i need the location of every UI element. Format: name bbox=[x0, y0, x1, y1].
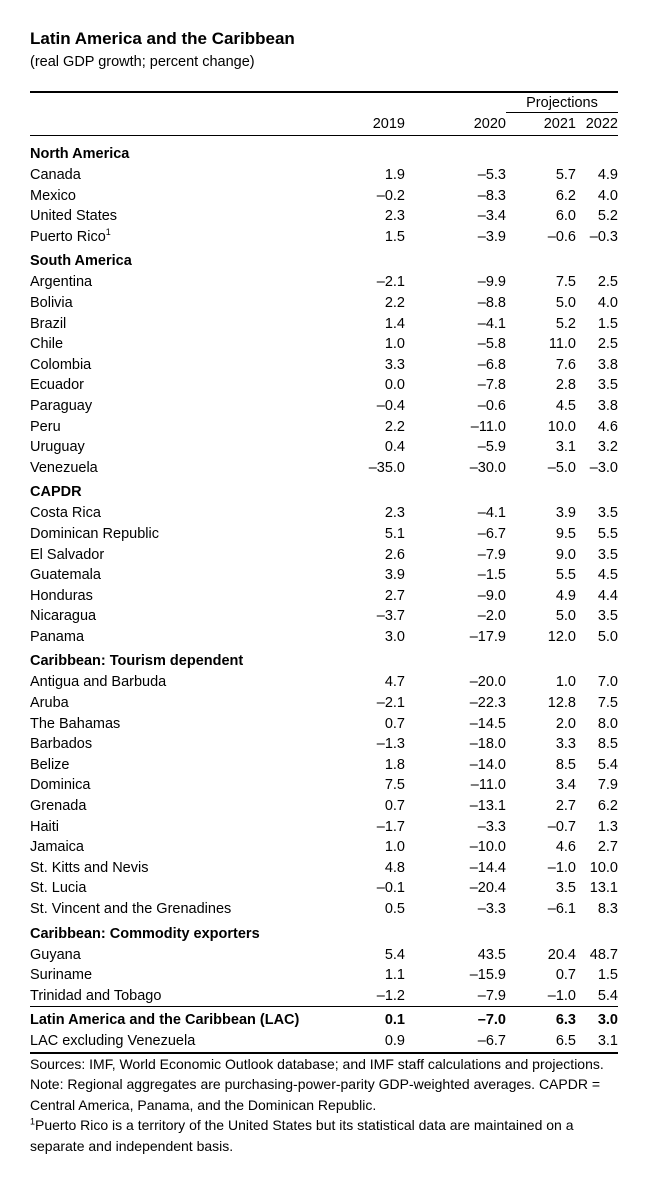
country-name-cell bbox=[30, 458, 345, 479]
bottom-rule bbox=[30, 1052, 618, 1054]
country-name: Argentina bbox=[30, 274, 93, 291]
value-cell-2019: 0.7 bbox=[384, 715, 405, 732]
value-cell-2020: –7.0 bbox=[477, 1012, 506, 1029]
value-cell-2020: –6.8 bbox=[477, 356, 506, 373]
value-cell-2019: 1.0 bbox=[384, 336, 405, 353]
table-row bbox=[30, 965, 618, 986]
value-cell-2022: 5.4 bbox=[597, 756, 618, 773]
country-name: Suriname bbox=[30, 967, 93, 984]
value-cell-2022: 1.3 bbox=[597, 818, 618, 835]
table-row bbox=[30, 796, 618, 817]
value-cell-2020: –3.3 bbox=[477, 818, 506, 835]
country-name-cell bbox=[30, 355, 345, 376]
value-cell-2019: 1.0 bbox=[384, 839, 405, 856]
country-name: Bolivia bbox=[30, 294, 73, 311]
value-cell-2020: –14.5 bbox=[469, 715, 506, 732]
value-cell-2021: 9.0 bbox=[555, 546, 576, 563]
table-row bbox=[30, 186, 618, 207]
country-name: Dominican Republic bbox=[30, 525, 159, 542]
table-row bbox=[30, 503, 618, 524]
country-name-cell bbox=[30, 314, 345, 335]
value-cell-2022: 3.8 bbox=[597, 356, 618, 373]
value-cell-2019: –2.1 bbox=[376, 695, 405, 712]
country-name-cell bbox=[30, 375, 345, 396]
aggregate-name: LAC excluding Venezuela bbox=[30, 1032, 196, 1049]
value-cell-2021: –1.0 bbox=[547, 859, 576, 876]
value-cell-2021: 2.8 bbox=[555, 377, 576, 394]
value-cell-2021: –0.6 bbox=[547, 228, 576, 245]
country-name-cell bbox=[30, 437, 345, 458]
country-name: Puerto Rico bbox=[30, 228, 106, 245]
country-name: St. Kitts and Nevis bbox=[30, 859, 149, 876]
country-name-cell bbox=[30, 186, 345, 207]
value-cell-2022: 5.2 bbox=[597, 208, 618, 225]
value-cell-2019: 1.5 bbox=[384, 228, 405, 245]
value-cell-2019: 2.2 bbox=[384, 418, 405, 435]
table-row bbox=[30, 755, 618, 776]
year-header-2019: 2019 bbox=[372, 116, 405, 132]
value-cell-2021: 2.0 bbox=[555, 715, 576, 732]
country-name-cell bbox=[30, 272, 345, 293]
table-row bbox=[30, 396, 618, 417]
value-cell-2021: 3.5 bbox=[555, 880, 576, 897]
country-name-cell bbox=[30, 858, 345, 879]
table-row bbox=[30, 899, 618, 920]
table-row bbox=[30, 314, 618, 335]
value-cell-2020: –3.9 bbox=[477, 228, 506, 245]
value-cell-2019: 5.1 bbox=[384, 525, 405, 542]
value-cell-2021: 12.0 bbox=[547, 628, 576, 645]
value-cell-2020: 43.5 bbox=[477, 946, 506, 963]
country-name: Grenada bbox=[30, 798, 87, 815]
table-row bbox=[30, 878, 618, 899]
value-cell-2021: 11.0 bbox=[548, 336, 576, 353]
value-cell-2022: 4.5 bbox=[597, 567, 618, 584]
page-title: Latin America and the Caribbean bbox=[30, 29, 295, 48]
country-name-cell bbox=[30, 606, 345, 627]
section-heading-row bbox=[30, 140, 618, 165]
value-cell-2021: 1.0 bbox=[555, 674, 576, 691]
value-cell-2019: –1.3 bbox=[376, 736, 405, 753]
section-heading: South America bbox=[30, 253, 132, 270]
value-cell-2021: 5.7 bbox=[555, 167, 576, 183]
value-cell-2019: 2.6 bbox=[384, 546, 405, 563]
value-cell-2019: 4.7 bbox=[384, 674, 405, 691]
country-name-cell bbox=[30, 965, 345, 986]
section-heading: Caribbean: Commodity exporters bbox=[30, 925, 260, 942]
section-heading: Caribbean: Tourism dependent bbox=[30, 653, 244, 670]
value-cell-2019: 0.7 bbox=[384, 798, 405, 815]
value-cell-2022: 3.5 bbox=[597, 546, 618, 563]
top-rule bbox=[30, 91, 618, 93]
value-cell-2021: 2.7 bbox=[555, 798, 576, 815]
value-cell-2021: 3.9 bbox=[555, 505, 576, 522]
value-cell-2019: 1.8 bbox=[384, 756, 405, 773]
value-cell-2019: 0.5 bbox=[384, 901, 405, 917]
value-cell-2020: –1.5 bbox=[477, 567, 506, 584]
value-cell-2020: –14.0 bbox=[469, 756, 506, 773]
value-cell-2019: 0.1 bbox=[384, 1012, 405, 1029]
section-heading: North America bbox=[30, 146, 130, 162]
regional-note: Note: Regional aggregates are purchasing-power-parity GDP-weighted averages. CAPDR = Central America, Panama, and the Dominican Republic. bbox=[30, 1076, 601, 1113]
country-name: Brazil bbox=[30, 315, 67, 332]
value-cell-2019: –0.2 bbox=[376, 187, 405, 204]
value-cell-2022: 8.0 bbox=[597, 715, 618, 732]
footnote-marker: 1 bbox=[30, 1116, 36, 1127]
country-name: El Salvador bbox=[30, 546, 105, 563]
country-name-cell bbox=[30, 396, 345, 417]
country-name-cell bbox=[30, 693, 345, 714]
section-heading-row bbox=[30, 478, 618, 503]
value-cell-2021: 9.5 bbox=[555, 525, 576, 542]
value-cell-2019: 0.4 bbox=[384, 439, 405, 456]
value-cell-2022: 4.0 bbox=[597, 187, 618, 204]
country-name-cell bbox=[30, 334, 345, 355]
country-name-cell bbox=[30, 545, 345, 566]
country-name: Costa Rica bbox=[30, 505, 101, 522]
country-name: Canada bbox=[30, 167, 81, 183]
value-cell-2020: –5.8 bbox=[477, 336, 506, 353]
footnote-marker: 1 bbox=[105, 226, 111, 237]
value-cell-2020: –14.4 bbox=[469, 859, 506, 876]
country-name-cell bbox=[30, 986, 345, 1007]
footnote-text: Puerto Rico is a territory of the United States but its statistical data are maintained on a separate and independent basis. bbox=[30, 1117, 574, 1154]
value-cell-2022: 1.5 bbox=[597, 967, 618, 984]
value-cell-2022: 4.0 bbox=[597, 294, 618, 311]
value-cell-2019: 1.9 bbox=[384, 167, 405, 183]
country-name-cell bbox=[30, 293, 345, 314]
value-cell-2021: 5.5 bbox=[555, 567, 576, 584]
value-cell-2022: 4.9 bbox=[597, 167, 618, 183]
value-cell-2022: 5.4 bbox=[597, 987, 618, 1004]
value-cell-2022: 2.5 bbox=[597, 274, 618, 291]
value-cell-2021: 7.5 bbox=[555, 274, 576, 291]
table-row bbox=[30, 817, 618, 838]
value-cell-2021: 0.7 bbox=[555, 967, 576, 984]
value-cell-2020: –7.9 bbox=[477, 546, 506, 563]
country-name: Trinidad and Tobago bbox=[30, 987, 162, 1004]
value-cell-2022: –0.3 bbox=[589, 228, 618, 245]
value-cell-2021: 6.5 bbox=[555, 1032, 576, 1049]
value-cell-2020: –11.0 bbox=[470, 777, 506, 794]
value-cell-2022: 4.6 bbox=[597, 418, 618, 435]
country-name: Chile bbox=[30, 336, 64, 353]
value-cell-2022: 2.5 bbox=[597, 336, 618, 353]
aggregate-name: Latin America and the Caribbean (LAC) bbox=[30, 1012, 300, 1029]
year-header-2020: 2020 bbox=[473, 116, 506, 132]
country-name: The Bahamas bbox=[30, 715, 121, 732]
value-cell-2020: –4.1 bbox=[477, 315, 506, 332]
value-cell-2019: –0.1 bbox=[376, 880, 405, 897]
country-name: Jamaica bbox=[30, 839, 84, 856]
country-name: Guatemala bbox=[30, 567, 101, 584]
value-cell-2019: 3.3 bbox=[384, 356, 405, 373]
gdp-growth-table bbox=[30, 140, 618, 1052]
projections-rule bbox=[506, 112, 618, 113]
value-cell-2022: 3.5 bbox=[597, 505, 618, 522]
value-cell-2022: 48.7 bbox=[589, 946, 618, 963]
table-row bbox=[30, 986, 618, 1007]
country-name: Peru bbox=[30, 418, 61, 435]
value-cell-2020: –2.0 bbox=[477, 608, 506, 625]
value-cell-2021: 3.3 bbox=[555, 736, 576, 753]
value-cell-2021: 6.2 bbox=[555, 187, 576, 204]
country-name: Panama bbox=[30, 628, 85, 645]
country-name-cell bbox=[30, 627, 345, 648]
country-name-cell bbox=[30, 672, 345, 693]
table-row bbox=[30, 165, 618, 186]
value-cell-2021: –1.0 bbox=[547, 987, 576, 1004]
table-row bbox=[30, 206, 618, 227]
country-name-cell bbox=[30, 503, 345, 524]
value-cell-2020: –22.3 bbox=[469, 695, 506, 712]
value-cell-2022: 3.2 bbox=[597, 439, 618, 456]
value-cell-2021: 4.5 bbox=[555, 397, 576, 414]
table-row bbox=[30, 734, 618, 755]
value-cell-2019: 1.4 bbox=[384, 315, 405, 332]
country-name: Ecuador bbox=[30, 377, 85, 394]
value-cell-2019: 2.7 bbox=[384, 587, 405, 604]
value-cell-2020: –11.0 bbox=[470, 418, 506, 435]
value-cell-2022: 5.5 bbox=[597, 525, 618, 542]
page-subtitle: (real GDP growth; percent change) bbox=[30, 54, 255, 70]
value-cell-2022: 8.5 bbox=[597, 736, 618, 753]
country-name: Colombia bbox=[30, 356, 92, 373]
country-name-cell bbox=[30, 586, 345, 607]
value-cell-2019: –35.0 bbox=[368, 459, 405, 476]
value-cell-2022: –3.0 bbox=[589, 459, 618, 476]
table-row bbox=[30, 355, 618, 376]
value-cell-2021: 6.0 bbox=[555, 208, 576, 225]
value-cell-2020: –9.0 bbox=[477, 587, 506, 604]
value-cell-2020: –8.8 bbox=[477, 294, 506, 311]
country-name: St. Lucia bbox=[30, 880, 87, 897]
value-cell-2022: 7.9 bbox=[597, 777, 618, 794]
country-name-cell bbox=[30, 417, 345, 438]
value-cell-2019: 4.8 bbox=[384, 859, 405, 876]
value-cell-2021: 20.4 bbox=[547, 946, 576, 963]
footnote bbox=[30, 1115, 618, 1156]
value-cell-2020: –3.3 bbox=[477, 901, 506, 917]
table-row bbox=[30, 945, 618, 966]
value-cell-2019: –1.2 bbox=[376, 987, 405, 1004]
section-heading: CAPDR bbox=[30, 484, 82, 501]
value-cell-2019: 2.2 bbox=[384, 294, 405, 311]
table-row bbox=[30, 545, 618, 566]
country-name: Dominica bbox=[30, 777, 91, 794]
value-cell-2021: 5.0 bbox=[555, 608, 576, 625]
value-cell-2019: –0.4 bbox=[376, 397, 405, 414]
value-cell-2022: 7.5 bbox=[597, 695, 618, 712]
section-heading-row bbox=[30, 247, 618, 272]
value-cell-2022: 7.0 bbox=[597, 674, 618, 691]
header-rule bbox=[30, 135, 618, 136]
value-cell-2020: –5.3 bbox=[477, 167, 506, 183]
value-cell-2022: 3.0 bbox=[597, 1012, 618, 1029]
value-cell-2022: 3.5 bbox=[597, 377, 618, 394]
value-cell-2020: –10.0 bbox=[469, 839, 506, 856]
value-cell-2022: 1.5 bbox=[597, 315, 618, 332]
value-cell-2019: –1.7 bbox=[376, 818, 405, 835]
country-name-cell bbox=[30, 565, 345, 586]
value-cell-2021: 6.3 bbox=[555, 1012, 576, 1029]
value-cell-2020: –6.7 bbox=[477, 1032, 506, 1049]
table-row bbox=[30, 375, 618, 396]
value-cell-2020: –7.9 bbox=[477, 987, 506, 1004]
year-header-2022: 2022 bbox=[585, 116, 618, 132]
value-cell-2021: –6.1 bbox=[547, 901, 576, 917]
value-cell-2022: 3.1 bbox=[597, 1032, 618, 1049]
value-cell-2019: 0.0 bbox=[384, 377, 405, 394]
table-row bbox=[30, 437, 618, 458]
projections-label: Projections bbox=[526, 95, 598, 111]
table-row bbox=[30, 858, 618, 879]
table-row bbox=[30, 606, 618, 627]
value-cell-2021: 4.9 bbox=[555, 587, 576, 604]
value-cell-2019: –2.1 bbox=[376, 274, 405, 291]
country-name: Haiti bbox=[30, 818, 60, 835]
value-cell-2019: 3.0 bbox=[384, 628, 405, 645]
country-name: Mexico bbox=[30, 187, 76, 204]
country-name: Venezuela bbox=[30, 459, 98, 476]
country-name-cell bbox=[30, 165, 345, 186]
value-cell-2021: 12.8 bbox=[547, 695, 576, 712]
value-cell-2022: 8.3 bbox=[597, 901, 618, 917]
aggregate-rule bbox=[30, 1006, 618, 1007]
table-row bbox=[30, 586, 618, 607]
value-cell-2020: –13.1 bbox=[469, 798, 506, 815]
country-name: Antigua and Barbuda bbox=[30, 674, 167, 691]
value-cell-2020: –20.4 bbox=[469, 880, 506, 897]
value-cell-2020: –0.6 bbox=[477, 397, 506, 414]
table-row bbox=[30, 693, 618, 714]
country-name: Aruba bbox=[30, 695, 69, 712]
value-cell-2021: –0.7 bbox=[547, 818, 576, 835]
value-cell-2022: 10.0 bbox=[589, 859, 618, 876]
value-cell-2019: 5.4 bbox=[384, 946, 405, 963]
value-cell-2020: –30.0 bbox=[469, 459, 506, 476]
country-name: Barbados bbox=[30, 736, 93, 753]
country-name: Belize bbox=[30, 756, 70, 773]
value-cell-2022: 13.1 bbox=[589, 880, 618, 897]
aggregate-row bbox=[30, 1006, 618, 1031]
value-cell-2022: 4.4 bbox=[597, 587, 618, 604]
value-cell-2021: 4.6 bbox=[555, 839, 576, 856]
table-row bbox=[30, 672, 618, 693]
country-name: United States bbox=[30, 208, 118, 225]
table-row bbox=[30, 334, 618, 355]
country-name-cell bbox=[30, 899, 345, 920]
value-cell-2022: 3.5 bbox=[597, 608, 618, 625]
country-name-cell bbox=[30, 206, 345, 227]
table-row bbox=[30, 458, 618, 479]
section-heading-row bbox=[30, 920, 618, 945]
country-name-cell bbox=[30, 755, 345, 776]
value-cell-2021: –5.0 bbox=[547, 459, 576, 476]
value-cell-2020: –8.3 bbox=[477, 187, 506, 204]
country-name-cell bbox=[30, 734, 345, 755]
country-name: Guyana bbox=[30, 946, 81, 963]
country-name-cell bbox=[30, 227, 345, 248]
country-name-cell bbox=[30, 524, 345, 545]
value-cell-2019: 7.5 bbox=[384, 777, 405, 794]
value-cell-2021: 5.2 bbox=[555, 315, 576, 332]
table-row bbox=[30, 272, 618, 293]
table-row bbox=[30, 227, 618, 248]
country-name-cell bbox=[30, 775, 345, 796]
country-name: Uruguay bbox=[30, 439, 85, 456]
value-cell-2021: 10.0 bbox=[547, 418, 576, 435]
value-cell-2022: 6.2 bbox=[597, 798, 618, 815]
value-cell-2021: 3.1 bbox=[555, 439, 576, 456]
value-cell-2020: –3.4 bbox=[477, 208, 506, 225]
value-cell-2019: 3.9 bbox=[384, 567, 405, 584]
value-cell-2020: –6.7 bbox=[477, 525, 506, 542]
table-row bbox=[30, 417, 618, 438]
value-cell-2021: 7.6 bbox=[555, 356, 576, 373]
country-name-cell bbox=[30, 817, 345, 838]
value-cell-2020: –4.1 bbox=[477, 505, 506, 522]
value-cell-2020: –20.0 bbox=[469, 674, 506, 691]
value-cell-2021: 3.4 bbox=[555, 777, 576, 794]
value-cell-2019: 0.9 bbox=[384, 1032, 405, 1049]
table-row bbox=[30, 775, 618, 796]
country-name-cell bbox=[30, 796, 345, 817]
country-name: Honduras bbox=[30, 587, 93, 604]
value-cell-2019: –3.7 bbox=[376, 608, 405, 625]
value-cell-2021: 5.0 bbox=[555, 294, 576, 311]
year-header-2021: 2021 bbox=[543, 116, 576, 132]
value-cell-2022: 5.0 bbox=[597, 628, 618, 645]
country-name-cell bbox=[30, 837, 345, 858]
section-heading-row bbox=[30, 647, 618, 672]
value-cell-2022: 2.7 bbox=[597, 839, 618, 856]
aggregate-row bbox=[30, 1031, 618, 1052]
value-cell-2019: 2.3 bbox=[384, 505, 405, 522]
value-cell-2020: –18.0 bbox=[469, 736, 506, 753]
value-cell-2020: –5.9 bbox=[477, 439, 506, 456]
country-name-cell bbox=[30, 714, 345, 735]
value-cell-2022: 3.8 bbox=[597, 397, 618, 414]
country-name: St. Vincent and the Grenadines bbox=[30, 901, 232, 917]
country-name-cell bbox=[30, 945, 345, 966]
table-row bbox=[30, 293, 618, 314]
value-cell-2019: 1.1 bbox=[384, 967, 405, 984]
notes bbox=[30, 1054, 618, 1156]
table-row bbox=[30, 565, 618, 586]
country-name: Nicaragua bbox=[30, 608, 97, 625]
country-name-cell bbox=[30, 878, 345, 899]
value-cell-2020: –17.9 bbox=[469, 628, 506, 645]
value-cell-2021: 8.5 bbox=[555, 756, 576, 773]
table-row bbox=[30, 627, 618, 648]
value-cell-2020: –7.8 bbox=[477, 377, 506, 394]
sources-note: Sources: IMF, World Economic Outlook database; and IMF staff calculations and projections. bbox=[30, 1056, 604, 1072]
value-cell-2020: –9.9 bbox=[477, 274, 506, 291]
table-row bbox=[30, 837, 618, 858]
value-cell-2020: –15.9 bbox=[469, 967, 506, 984]
table-row bbox=[30, 524, 618, 545]
country-name: Paraguay bbox=[30, 397, 93, 414]
table-row bbox=[30, 714, 618, 735]
value-cell-2019: 2.3 bbox=[384, 208, 405, 225]
